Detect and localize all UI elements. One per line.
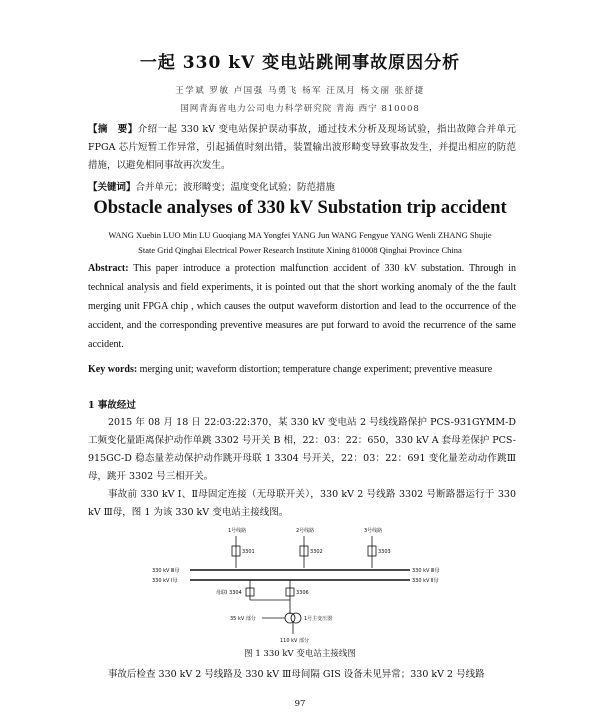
bus-label-left-i: 330 kV Ⅰ母 (152, 578, 178, 584)
keywords-cn-label: 【关键词】 (88, 182, 136, 193)
keywords-en (88, 361, 516, 379)
mv-label: 110 kV 部分 (280, 638, 310, 644)
keywords-cn (88, 180, 516, 196)
transformer-winding-1 (285, 613, 295, 623)
abstract-en (88, 259, 516, 354)
feeder-label-2: 2号线路 (296, 528, 315, 534)
title-en: Obstacle analyses of 330 kV Substation trip accident (93, 198, 507, 218)
figure-main-wiring-diagram (150, 522, 450, 646)
authors-en: WANG Xuebin LUO Min LU Guoqiang MA Yongfei YANG Jun WANG Fengyue YANG Wenli ZHANG Shujie (108, 230, 492, 240)
lv-label: 35 kV 部分 (230, 616, 256, 622)
body-paragraph-2: 事故前 330 kV Ⅰ、Ⅱ母固定连接（无母联开关），330 kV 2 号线路 3302 号断路器运行于 330 kV Ⅲ母，图 1 为该 330 kV 变电站主接线图。 (88, 489, 516, 518)
breaker-label-3306: 3306 (296, 590, 309, 596)
bus-label-right-ii: 330 kV Ⅱ母 (412, 578, 439, 584)
bus-label-right-iii: 330 kV Ⅲ母 (412, 568, 440, 574)
wiring-diagram-svg (150, 522, 450, 646)
affiliation-cn: 国网青海省电力公司电力科学研究院 青海 西宁 810008 (180, 104, 420, 114)
abstract-cn (88, 121, 516, 175)
figure-caption: 图 1 330 kV 变电站主接线图 (244, 649, 356, 659)
abstract-en-label: Abstract: (88, 263, 129, 274)
body-paragraph-1: 2015 年 08 月 18 日 22:03:22:370，某 330 kV 变电站 2 号线线路保护 PCS-931GYMM-D 工频变化量距离保护动作单跳 3302 号开关 B 相，22：03：22：650，330 kV A 套母差保护 PCS-915GC-D 稳态量差动保护动作跳开母联 1 3304 号开关，22：03：22：691 变化量差动动作跳Ⅲ母，跳开 3302 号三相开关。 (88, 417, 516, 482)
feeder-label-1: 1号线路 (228, 528, 247, 534)
page-number: 97 (294, 699, 306, 709)
bus-label-left-iii: 330 kV Ⅲ母 (152, 568, 180, 574)
abstract-en-text: This paper introduce a protection malfunction accident of 330 kV substation. Through in technical analysis and field experiments, it is pointed out that the short working anomaly of the the fault merging unit FPGA chip , which causes the output waveform distortion and lead to the occurrence of the accident, and the corresponding preventive measures are put forward to avoid the recurrence of the same accident. (88, 263, 516, 350)
feeder-label-3: 3号线路 (364, 528, 383, 534)
body-paragraph-3: 事故后检查 330 kV 2 号线路及 330 kV Ⅲ母间隔 GIS 设备未见异常；330 kV 2 号线路 (108, 669, 485, 680)
coupler-label: 母联Ⅰ 3304 (216, 590, 242, 596)
transformer-winding-2 (291, 613, 301, 623)
breaker-label-3303: 3303 (378, 549, 391, 555)
keywords-cn-text: 合并单元；波形畸变；温度变化试验；防范措施 (135, 182, 336, 193)
transformer-label: 1号主变压器 (304, 616, 333, 622)
authors-cn: 王学斌 罗敏 卢国强 马勇飞 杨军 汪凤月 杨文丽 张舒捷 (175, 86, 425, 96)
abstract-cn-text: 介绍一起 330 kV 变电站保护误动事故，通过技术分析及现场试验，指出故障合并单元 FPGA 芯片短暂工作异常，引起插值时刻出错，装置输出波形畸变导致事故发生，并提出相应的防范措施，以避免相同事故再次发生。 (88, 124, 516, 171)
abstract-cn-label: 【摘 要】 (88, 124, 138, 135)
affiliation-en: State Grid Qinghai Electrical Power Research Institute Xining 810008 Qinghai Province China (138, 245, 462, 255)
title-cn: 一起 330 kV 变电站跳闸事故原因分析 (139, 53, 461, 73)
keywords-en-label: Key words: (88, 364, 138, 375)
breaker-label-3301: 3301 (242, 549, 255, 555)
breaker-label-3302: 3302 (310, 549, 323, 555)
keywords-en-text: merging unit; waveform distortion; temperature change experiment; preventive measure (139, 364, 493, 375)
section-heading: 1 事故经过 (88, 400, 136, 411)
